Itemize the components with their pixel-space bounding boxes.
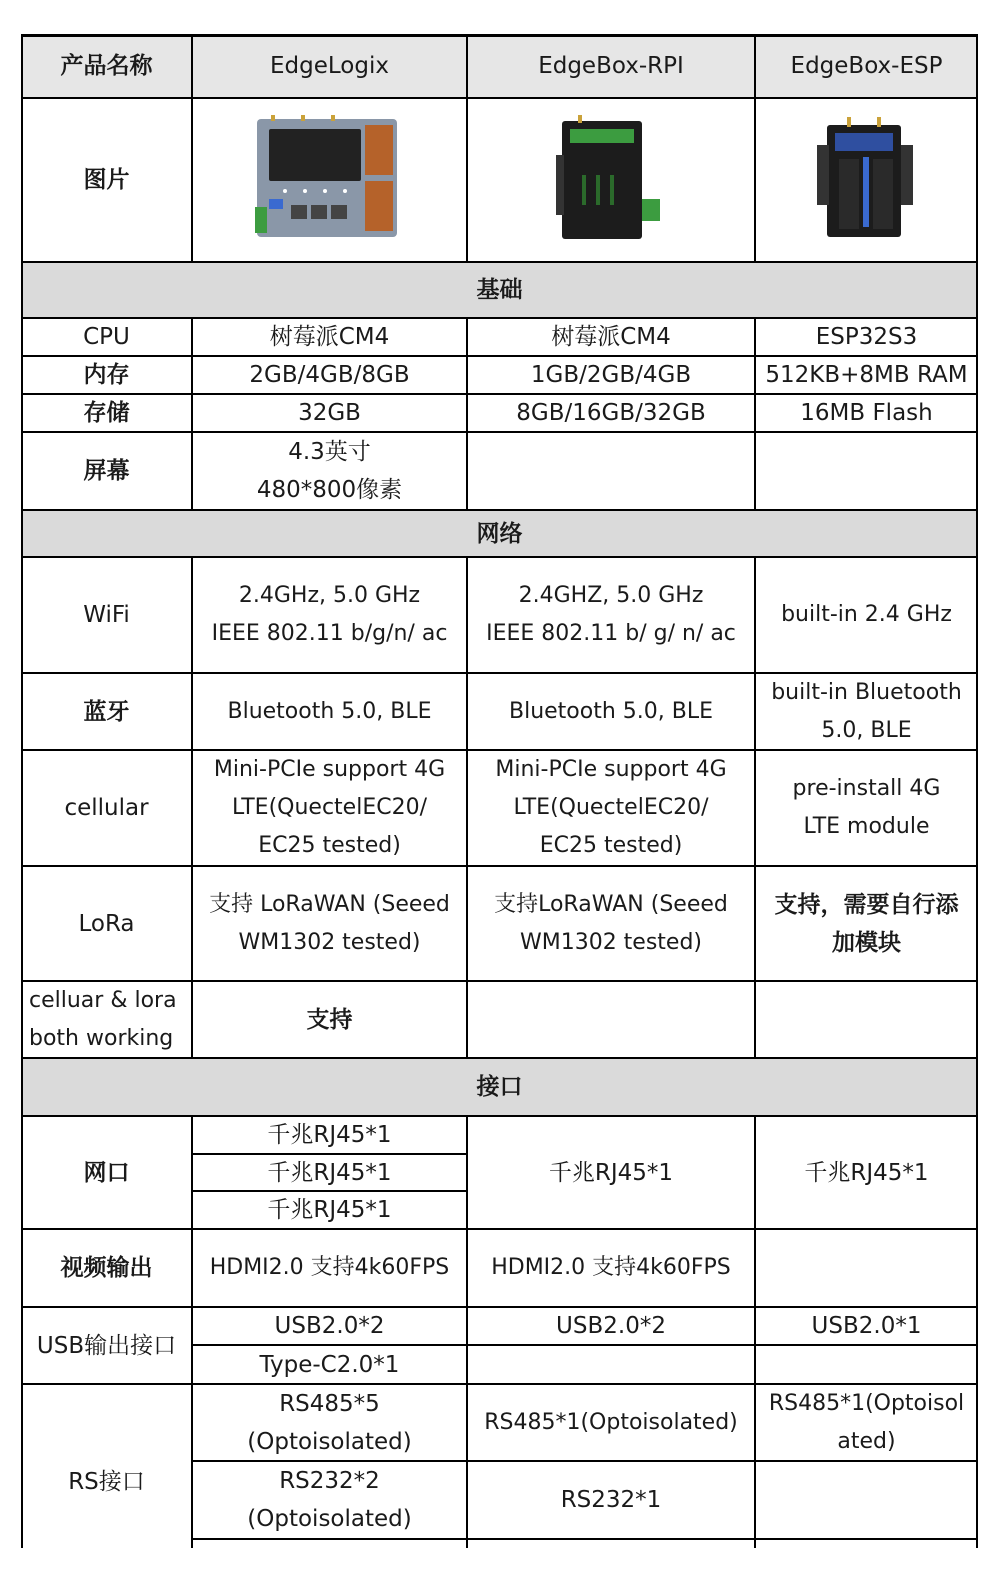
edgebox-esp-image	[755, 98, 978, 262]
grid-line	[21, 509, 978, 511]
rs485-edgelogix-count: RS485*5	[279, 1390, 380, 1417]
grid-line	[191, 318, 193, 510]
cellular-edgebox-esp	[755, 750, 978, 866]
wifi-label: WiFi	[83, 602, 130, 628]
lora-label: LoRa	[78, 910, 135, 937]
wifi-rpi-bands: 2.4GHZ, 5.0 GHz	[518, 583, 704, 608]
screen-label: 屏幕	[83, 458, 130, 484]
wifi-edgebox-rpi	[467, 557, 755, 673]
grid-line	[191, 557, 193, 1058]
cellular-esp-line1: pre-install 4G	[792, 776, 941, 801]
grid-line	[21, 865, 978, 867]
lora-esp-line2: 加模块	[832, 929, 901, 956]
screen-resolution: 480*800像素	[256, 477, 403, 503]
lora-rpi-line2: WM1302 tested)	[519, 929, 703, 955]
lora-edgebox-rpi	[467, 866, 755, 981]
ethernet-edgelogix-2: 千兆RJ45*1	[267, 1159, 392, 1186]
both-working-edgelogix: 支持	[306, 1006, 353, 1033]
images-label: 图片	[83, 167, 130, 193]
usb-edgelogix-b: Type-C2.0*1	[259, 1351, 400, 1378]
edgelogix-device-illustration	[255, 115, 405, 245]
memory-edgebox-rpi: 1GB/2GB/4GB	[530, 362, 692, 388]
video-label: 视频输出	[60, 1255, 153, 1281]
memory-edgebox-esp: 512KB+8MB RAM	[765, 362, 968, 388]
usb-edgelogix-a: USB2.0*2	[274, 1313, 385, 1339]
bluetooth-edgebox-esp	[755, 673, 978, 750]
screen-size: 4.3英寸	[288, 439, 371, 465]
storage-edgelogix: 32GB	[298, 400, 361, 426]
bluetooth-edgebox-rpi: Bluetooth 5.0, BLE	[508, 698, 713, 724]
rs485-esp-line2: ated)	[837, 1428, 896, 1454]
storage-label: 存储	[83, 400, 130, 426]
rs-edgebox-rpi-232: RS232*1	[560, 1487, 662, 1513]
cpu-edgebox-esp: ESP32S3	[815, 324, 918, 350]
usb-label: USB输出接口	[36, 1332, 177, 1359]
rs-edgebox-esp-485	[755, 1384, 978, 1461]
grid-line	[21, 355, 978, 357]
grid-line	[754, 557, 756, 1058]
lora-edgelogix	[192, 866, 467, 981]
wifi-rpi-standard: IEEE 802.11 b/ g/ n/ ac	[486, 621, 736, 646]
grid-line	[21, 1306, 978, 1308]
rs232-edgelogix-note: (Optoisolated)	[247, 1506, 412, 1532]
section-ports: 接口	[21, 1058, 978, 1116]
rs-edgebox-rpi-485: RS485*1(Optoisolated)	[484, 1409, 738, 1435]
wifi-edgelogix	[192, 557, 467, 673]
section-network: 网络	[21, 510, 978, 557]
grid-line	[192, 1460, 978, 1462]
grid-line	[21, 431, 978, 433]
storage-edgebox-esp: 16MB Flash	[800, 400, 933, 426]
header-edgelogix: EdgeLogix	[192, 34, 467, 98]
bluetooth-esp-line1: built-in Bluetooth	[771, 679, 962, 705]
ethernet-label: 网口	[83, 1159, 130, 1186]
grid-line	[21, 672, 978, 674]
cpu-label: CPU	[83, 324, 130, 350]
grid-line	[21, 1057, 978, 1059]
grid-line	[191, 34, 193, 262]
grid-line	[21, 556, 978, 558]
rs-edgelogix-232	[192, 1461, 467, 1539]
cpu-edgelogix: 树莓派CM4	[269, 324, 390, 350]
comparison-table	[21, 34, 978, 1594]
wifi-edgelogix-bands: 2.4GHz, 5.0 GHz	[238, 583, 421, 608]
bluetooth-label: 蓝牙	[83, 698, 130, 725]
grid-line	[466, 1116, 468, 1548]
grid-line	[466, 34, 468, 262]
lora-edgelogix-line1: 支持 LoRaWAN (Seeed	[209, 891, 450, 917]
edgebox-rpi-image	[467, 98, 755, 262]
lora-edgebox-esp	[755, 866, 978, 981]
grid-line	[192, 1153, 467, 1155]
cellular-edgelogix-line2: LTE(QuectelEC20/	[232, 795, 427, 820]
cellular-edgelogix	[192, 750, 467, 866]
both-working-label-line1: celluar & lora	[29, 987, 177, 1013]
rs-edgelogix-485	[192, 1384, 467, 1461]
grid-line	[21, 393, 978, 395]
grid-line	[754, 1116, 756, 1548]
grid-line	[192, 1538, 978, 1540]
ethernet-edgebox-rpi: 千兆RJ45*1	[548, 1159, 674, 1186]
wifi-edgebox-esp: built-in 2.4 GHz	[781, 602, 952, 627]
memory-edgelogix: 2GB/4GB/8GB	[249, 362, 410, 388]
edgelogix-image	[192, 98, 467, 262]
cellular-rpi-line2: LTE(QuectelEC20/	[513, 795, 709, 820]
rs485-esp-line1: RS485*1(Optoisol	[768, 1390, 965, 1416]
grid-line	[21, 1383, 978, 1385]
grid-line	[21, 749, 978, 751]
cellular-edgelogix-line3: EC25 tested)	[258, 833, 401, 858]
lora-esp-line1: 支持，需要自行添	[774, 891, 959, 918]
usb-edgebox-esp: USB2.0*1	[811, 1313, 922, 1339]
header-edgebox-esp: EdgeBox-ESP	[755, 34, 978, 98]
header-edgebox-rpi: EdgeBox-RPI	[467, 34, 755, 98]
grid-line	[466, 318, 468, 510]
video-edgebox-rpi: HDMI2.0 支持4k60FPS	[491, 1255, 731, 1280]
both-working-label-line2: both working	[29, 1025, 174, 1051]
cellular-edgebox-rpi	[467, 750, 755, 866]
wifi-edgelogix-standard: IEEE 802.11 b/g/n/ ac	[211, 621, 448, 646]
cellular-rpi-line1: Mini-PCIe support 4G	[495, 757, 727, 782]
grid-line	[191, 1116, 193, 1548]
grid-line	[754, 34, 756, 262]
grid-line	[754, 318, 756, 510]
edgebox-esp-device-illustration	[817, 115, 917, 245]
cellular-edgelogix-line1: Mini-PCIe support 4G	[213, 757, 446, 782]
screen-edgelogix	[192, 432, 467, 510]
video-edgelogix: HDMI2.0 支持4k60FPS	[209, 1255, 450, 1280]
ethernet-edgelogix-1: 千兆RJ45*1	[267, 1122, 392, 1148]
both-working-label	[21, 981, 192, 1058]
grid-line	[192, 1190, 467, 1192]
lora-rpi-line1: 支持LoRaWAN (Seeed	[494, 891, 728, 917]
lora-edgelogix-line2: WM1302 tested)	[238, 929, 421, 955]
header-label: 产品名称	[21, 34, 192, 98]
cellular-esp-line2: LTE module	[803, 814, 930, 839]
memory-label: 内存	[83, 362, 130, 388]
cellular-label: cellular	[64, 795, 149, 821]
bluetooth-esp-line2: 5.0, BLE	[821, 717, 912, 743]
grid-line	[21, 980, 978, 982]
cellular-rpi-line3: EC25 tested)	[539, 833, 683, 858]
storage-edgebox-rpi: 8GB/16GB/32GB	[516, 400, 706, 426]
bluetooth-edgelogix: Bluetooth 5.0, BLE	[227, 698, 432, 724]
grid-line	[21, 1115, 978, 1117]
grid-line	[21, 261, 978, 263]
grid-line	[21, 317, 978, 319]
ethernet-edgelogix-3: 千兆RJ45*1	[267, 1197, 392, 1223]
rs232-edgelogix-count: RS232*2	[279, 1468, 380, 1494]
usb-edgebox-rpi: USB2.0*2	[556, 1313, 666, 1339]
grid-line	[21, 34, 978, 37]
ethernet-edgebox-esp: 千兆RJ45*1	[804, 1159, 929, 1186]
cpu-edgebox-rpi: 树莓派CM4	[551, 324, 671, 350]
grid-line	[21, 1228, 978, 1230]
edgebox-rpi-device-illustration	[556, 115, 666, 245]
rs485-edgelogix-note: (Optoisolated)	[247, 1428, 412, 1455]
grid-line	[21, 97, 978, 99]
rs-label: RS接口	[68, 1468, 145, 1495]
grid-line	[192, 1344, 978, 1346]
grid-line	[466, 557, 468, 1058]
section-basic: 基础	[21, 262, 978, 318]
